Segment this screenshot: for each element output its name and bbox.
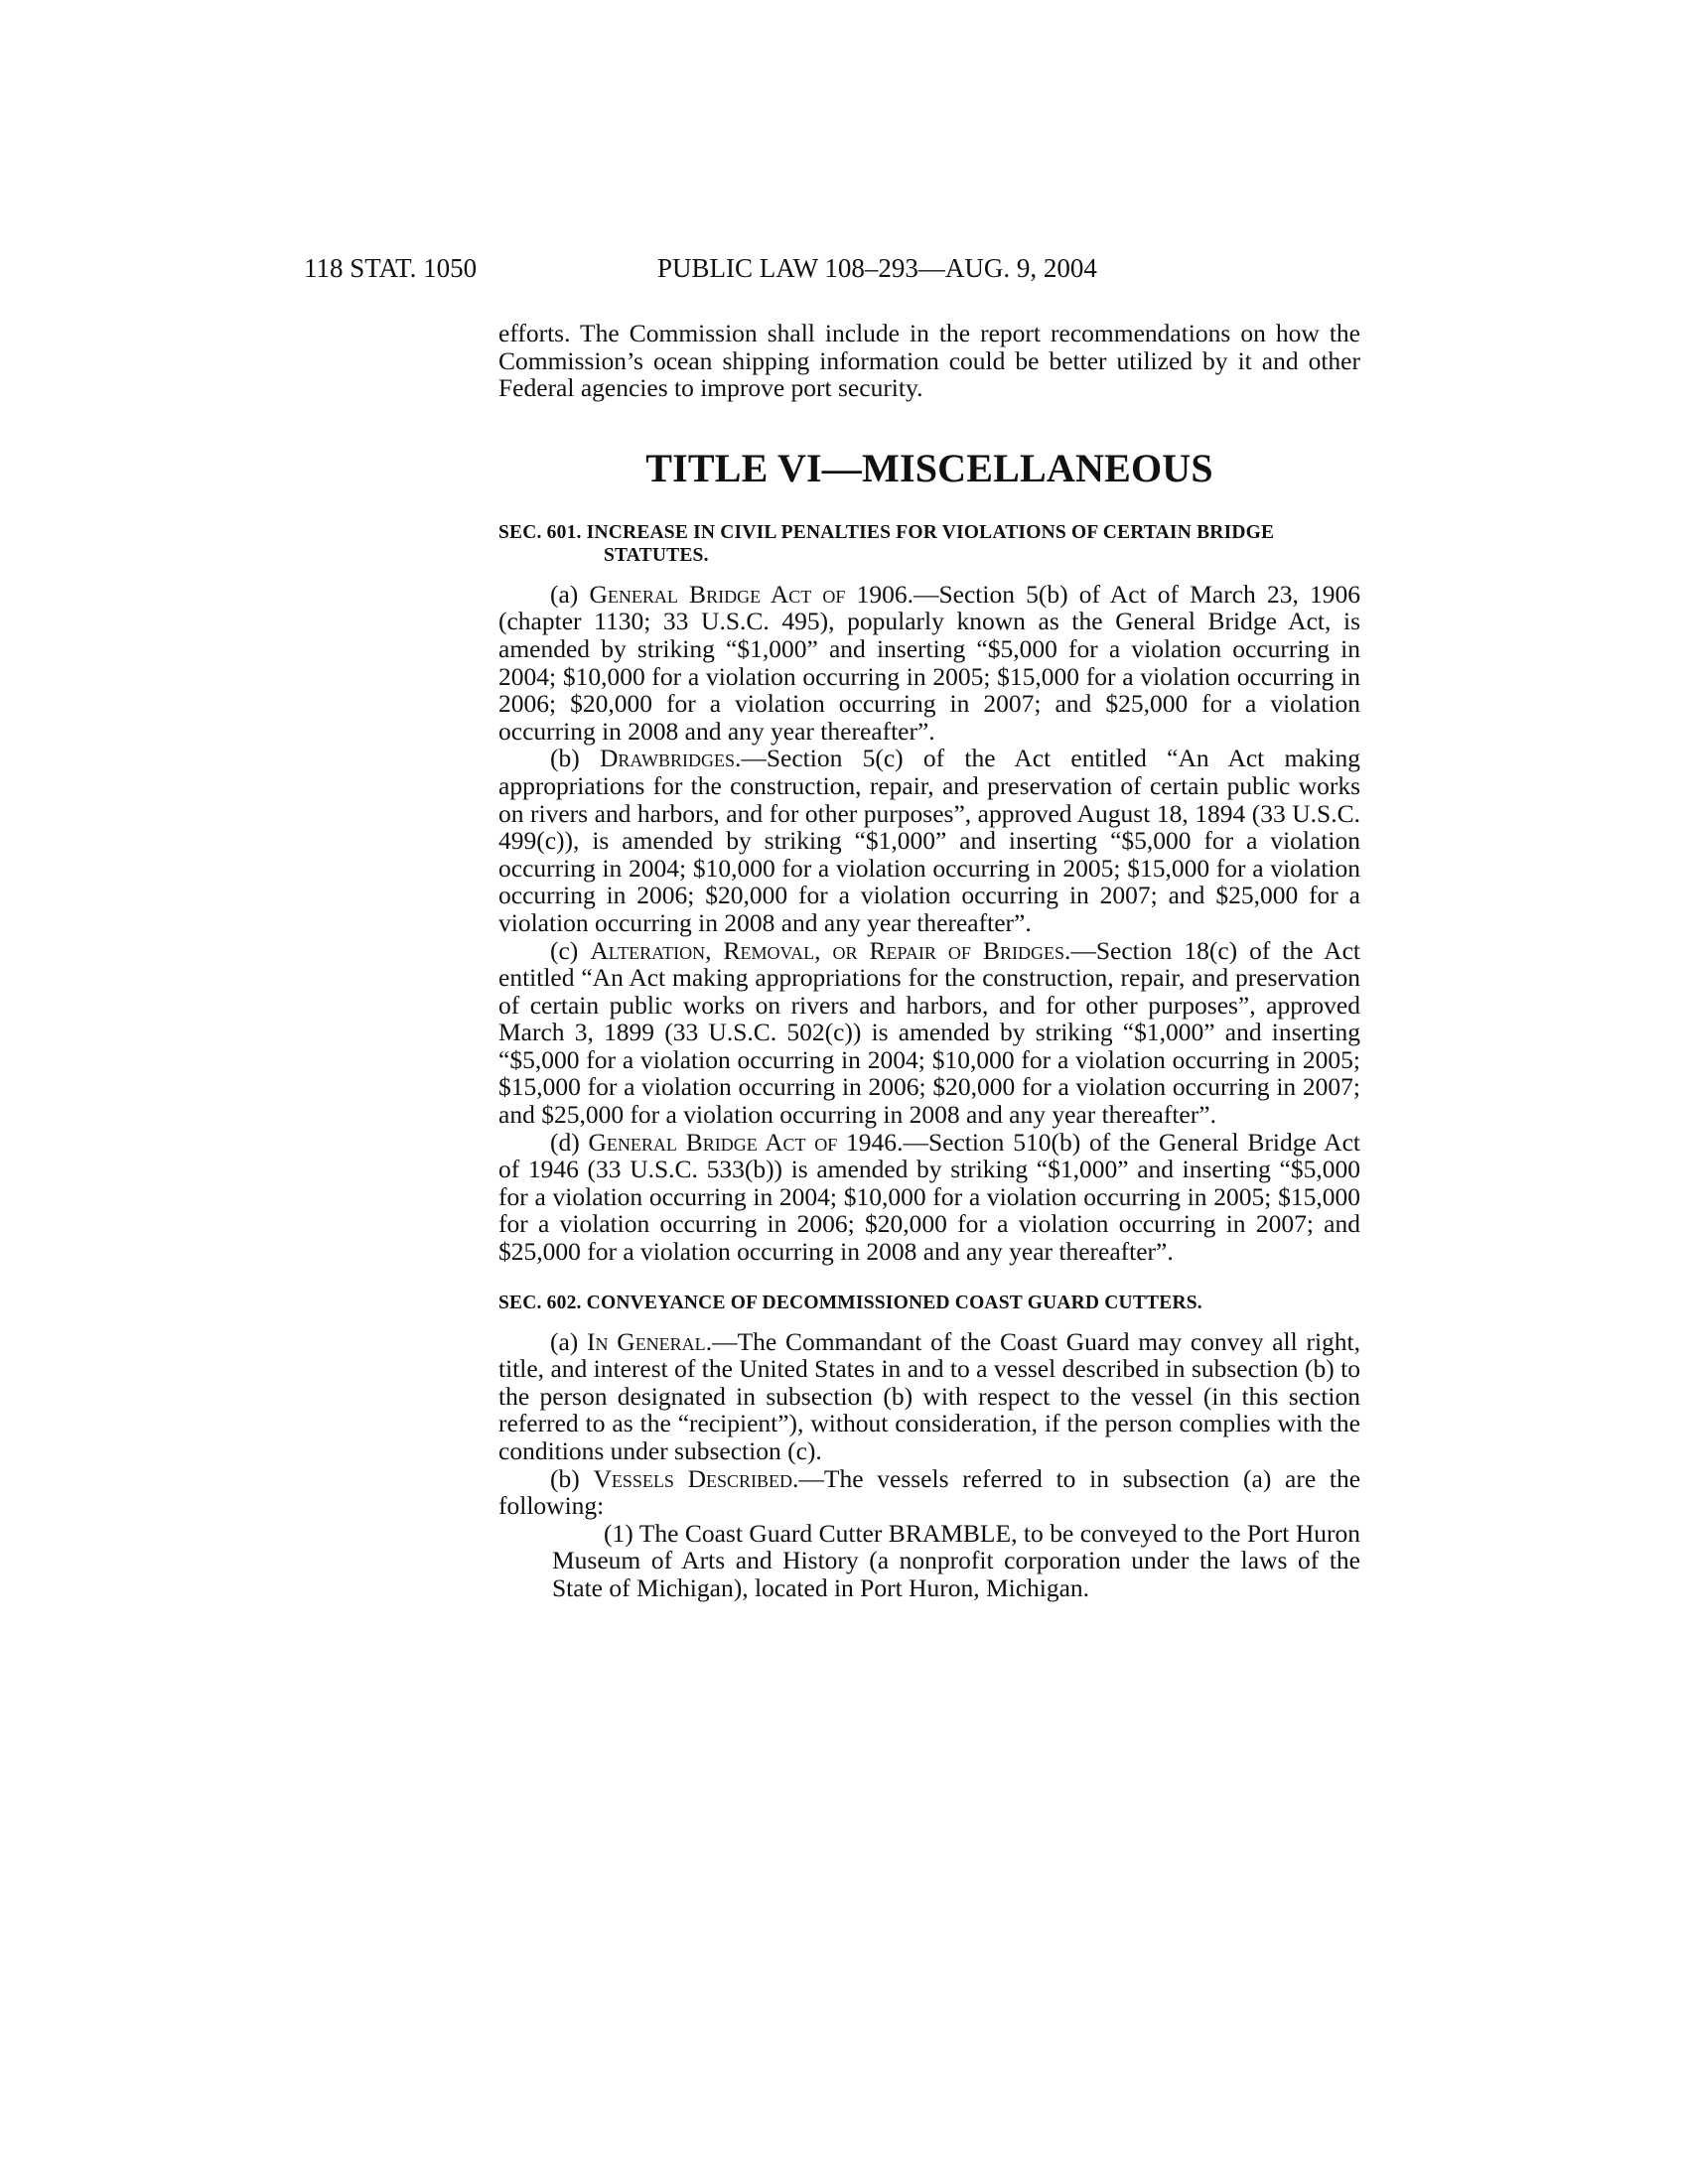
stat-page-reference: 118 STAT. 1050 <box>304 253 478 283</box>
public-law-reference: PUBLIC LAW 108–293—AUG. 9, 2004 <box>657 253 1097 283</box>
document-body <box>498 320 1360 1602</box>
subsection-caption: General Bridge Act of 1946 <box>588 1127 898 1157</box>
section-602-subsection-b <box>498 1465 1360 1520</box>
section-601-subsection-d <box>498 1129 1360 1266</box>
section-602-subsection-a <box>498 1328 1360 1465</box>
section-601-heading: SEC. 601. INCREASE IN CIVIL PENALTIES FOR VIOLATIONS OF CERTAIN BRIDGE STATUTES. <box>498 521 1275 566</box>
section-601-subsection-b <box>498 745 1360 936</box>
subsection-label: (b) <box>550 744 600 773</box>
section-602-heading: SEC. 602. CONVEYANCE OF DECOMMISSIONED COAST GUARD CUTTERS. <box>498 1292 1202 1313</box>
subsection-text: .—Section 5(b) of Act of March 23, 1906 (chapter 1130; 33 U.S.C. 495), popularly known as the General Bridge Act, is amended by striking “$1,000” and inserting “$5,000 for a violation occurring in 2004; $10,000 for a violation occurring in 2005; $15,000 for a violation occurring in 2006; $20,000 for a violation occurring in 2007; and $25,000 for a violation occurring in 2008 and any year thereafter”. <box>498 579 1360 746</box>
subsection-text: .—Section 18(c) of the Act entitled “An Act making appropriations for the construction, repair, and preservation of certain public works on rivers and harbors, and for other purposes”, approved March 3, 1899 (33 U.S.C. 502(c)) is amended by striking “$1,000” and inserting “$5,000 for a violation occurring in 2004; $10,000 for a violation occurring in 2005; $15,000 for a violation occurring in 2006; $20,000 for a violation occurring in 2007; and $25,000 for a violation occurring in 2008 and any year thereafter”. <box>498 935 1360 1130</box>
section-602-paragraph-1: (1) The Coast Guard Cutter BRAMBLE, to be conveyed to the Port Huron Museum of Arts and History (a nonprofit corporation under the laws of the State of Michigan), located in Port Huron, Michigan. <box>552 1518 1360 1602</box>
subsection-label: (c) <box>550 935 591 965</box>
subsection-label: (a) <box>550 1326 588 1356</box>
title-heading: TITLE VI—MISCELLANEOUS <box>645 445 1213 490</box>
intro-paragraph: efforts. The Commission shall include in the report recommendations on how the Commission’s ocean shipping information could be better utilized by it and other Federal agencies to improve port security. <box>498 319 1360 403</box>
subsection-text: .—Section 510(b) of the General Bridge Act of 1946 (33 U.S.C. 533(b)) is amended by striking “$1,000” and inserting “$5,000 for a violation occurring in 2004; $10,000 for a violation occurring in 2005; $15,000 for a violation occurring in 2006; $20,000 for a violation occurring in 2007; and $25,000 for a violation occurring in 2008 and any year thereafter”. <box>498 1127 1360 1267</box>
subsection-caption: Drawbridges <box>599 744 735 773</box>
section-601-subsection-a <box>498 581 1360 746</box>
subsection-caption: General Bridge Act of 1906 <box>589 579 908 609</box>
subsection-text: .—Section 5(c) of the Act entitled “An Act making appropriations for the construction, repair, and preservation of certain public works on rivers and harbors, and for other purposes”, approved August 18, 1894 (33 U.S.C. 499(c)), is amended by striking “$1,000” and inserting “$5,000 for a violation occurring in 2004; $10,000 for a violation occurring in 2005; $15,000 for a violation occurring in 2006; $20,000 for a violation occurring in 2007; and $25,000 for a violation occurring in 2008 and any year thereafter”. <box>498 744 1361 937</box>
subsection-text: .—The vessels referred to in subsection (a) are the following: <box>498 1463 1361 1521</box>
subsection-label: (b) <box>550 1463 594 1493</box>
subsection-text: .—The Commandant of the Coast Guard may convey all right, title, and interest of the United States in and to a vessel described in subsection (b) to the person designated in subsection (b) with respect to the vessel (in this section referred to as the “recipient”), without consideration, if the person complies with the conditions under subsection (c). <box>498 1326 1360 1465</box>
section-601-subsection-c <box>498 937 1360 1129</box>
subsection-caption: Vessels Described <box>593 1463 793 1493</box>
running-head <box>304 248 1237 288</box>
subsection-label: (d) <box>550 1127 589 1157</box>
subsection-label: (a) <box>550 579 590 609</box>
subsection-caption: Alteration, Removal, or Repair of Bridges <box>590 935 1064 965</box>
subsection-caption: In General <box>587 1326 706 1356</box>
